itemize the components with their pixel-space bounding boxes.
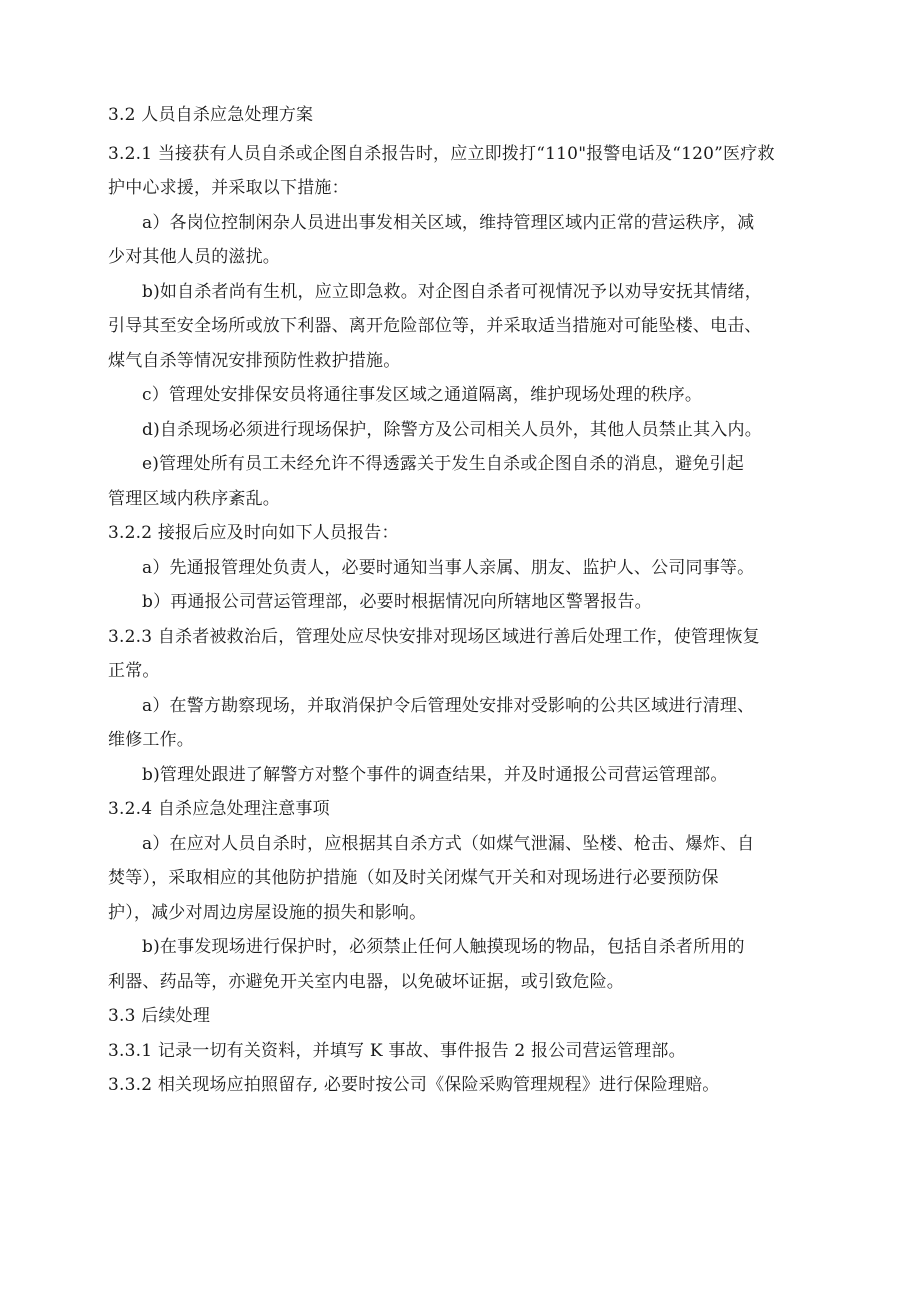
- text-line: b)在事发现场进行保护时，必须禁止任何人触摸现场的物品，包括自杀者所用的: [142, 937, 745, 957]
- text-line: b）再通报公司营运管理部，必要时根据情况向所辖地区警署报告。: [142, 592, 652, 612]
- item-a: [108, 206, 798, 241]
- item-3-2-4-a: [108, 827, 798, 862]
- item-3-2-3-a-continued: [108, 723, 798, 758]
- item-3-2-2-b: [108, 585, 798, 620]
- text-line: 引导其至安全场所或放下利器、离开危险部位等，并采取适当措施对可能坠楼、电击、: [108, 316, 762, 336]
- text-line: 管理区域内秩序紊乱。: [108, 488, 280, 509]
- item-3-2-3-b: [108, 758, 798, 793]
- text-line: 3.2.2 接报后应及时向如下人员报告：: [108, 523, 399, 543]
- document-page: [108, 98, 798, 1103]
- paragraph-3-3-2: 3.3.2 相关现场应拍照留存, 必要时按公司《保险采购管理规程》进行保险理赔。: [108, 1075, 720, 1095]
- text-line: b)如自杀者尚有生机，应立即急救。对企图自杀者可视情况予以劝导安抚其情绪，: [142, 281, 762, 302]
- paragraph-3-2-4: [108, 792, 798, 827]
- paragraph-3-3-1: 3.3.1 记录一切有关资料，并填写 K 事故、事件报告 2 报公司营运管理部。: [108, 1040, 686, 1061]
- text-line: 维修工作。: [108, 730, 194, 750]
- paragraph-3-2-3: [108, 620, 798, 689]
- item-3-2-4-a-continued: [108, 861, 798, 930]
- text-line: a）先通报管理处负责人，必要时通知当事人亲属、朋友、监护人、公司同事等。: [142, 557, 755, 578]
- text-line: 利器、药品等，亦避免开关室内电器，以免破坏证据，或引致危险。: [108, 971, 624, 992]
- item-d: [108, 413, 798, 448]
- text-line: d)自杀现场必须进行现场保护，除警方及公司相关人员外，其他人员禁止其入内。: [142, 419, 762, 440]
- text-line: b)管理处跟进了解警方对整个事件的调查结果，并及时通报公司营运管理部。: [142, 764, 728, 785]
- item-3-2-3-a: [108, 689, 798, 724]
- item-b-continued: [108, 309, 798, 378]
- text-line: 少对其他人员的滋扰。: [108, 247, 280, 267]
- item-3-2-4-b: [108, 930, 798, 965]
- item-e-continued: [108, 482, 798, 517]
- text-line: c）管理处安排保安员将通往事发区域之通道隔离，维护现场处理的秩序。: [142, 385, 703, 405]
- paragraph-3-2-1: [108, 137, 798, 206]
- text-line: a）在警方勘察现场，并取消保护令后管理处安排对受影响的公共区域进行清理、: [142, 695, 755, 716]
- text-line: 焚等），采取相应的其他防护措施（如及时关闭煤气开关和对现场进行必要预防保: [108, 868, 719, 888]
- text-line: 3.2.1 当接获有人员自杀或企图自杀报告时，应立即拨打“110"报警电话及“120”医疗救: [108, 143, 775, 164]
- section-3-2-title: 3.2 人员自杀应急处理方案: [108, 105, 314, 125]
- text-line: 3.2.3 自杀者被救治后，管理处应尽快安排对现场区域进行善后处理工作，使管理恢复: [108, 626, 760, 647]
- text-line: a）在应对人员自杀时，应根据其自杀方式（如煤气泄漏、坠楼、枪击、爆炸、自: [142, 833, 755, 854]
- item-3-2-4-b-continued: [108, 965, 798, 1000]
- item-3-2-2-a: [108, 551, 798, 586]
- text-line: e)管理处所有员工未经允许不得透露关于发生自杀或企图自杀的消息，避免引起: [142, 454, 744, 474]
- text-line: a）各岗位控制闲杂人员进出事发相关区域，维持管理区域内正常的营运秩序，减: [142, 212, 755, 233]
- text-line: 护中心求援，并采取以下措施：: [108, 178, 349, 198]
- text-line: 煤气自杀等情况安排预防性救护措施。: [108, 350, 401, 371]
- section-3-3-title: 3.3 后续处理: [108, 1006, 211, 1026]
- item-a-continued: [108, 240, 798, 275]
- text-line: 护），减少对周边房屋设施的损失和影响。: [108, 902, 427, 923]
- item-b: [108, 275, 798, 310]
- paragraph-3-2-2: [108, 516, 798, 551]
- text-line: 3.2.4 自杀应急处理注意事项: [108, 799, 330, 819]
- text-line: 正常。: [108, 661, 160, 681]
- item-e: [108, 447, 798, 482]
- item-c: [108, 378, 798, 413]
